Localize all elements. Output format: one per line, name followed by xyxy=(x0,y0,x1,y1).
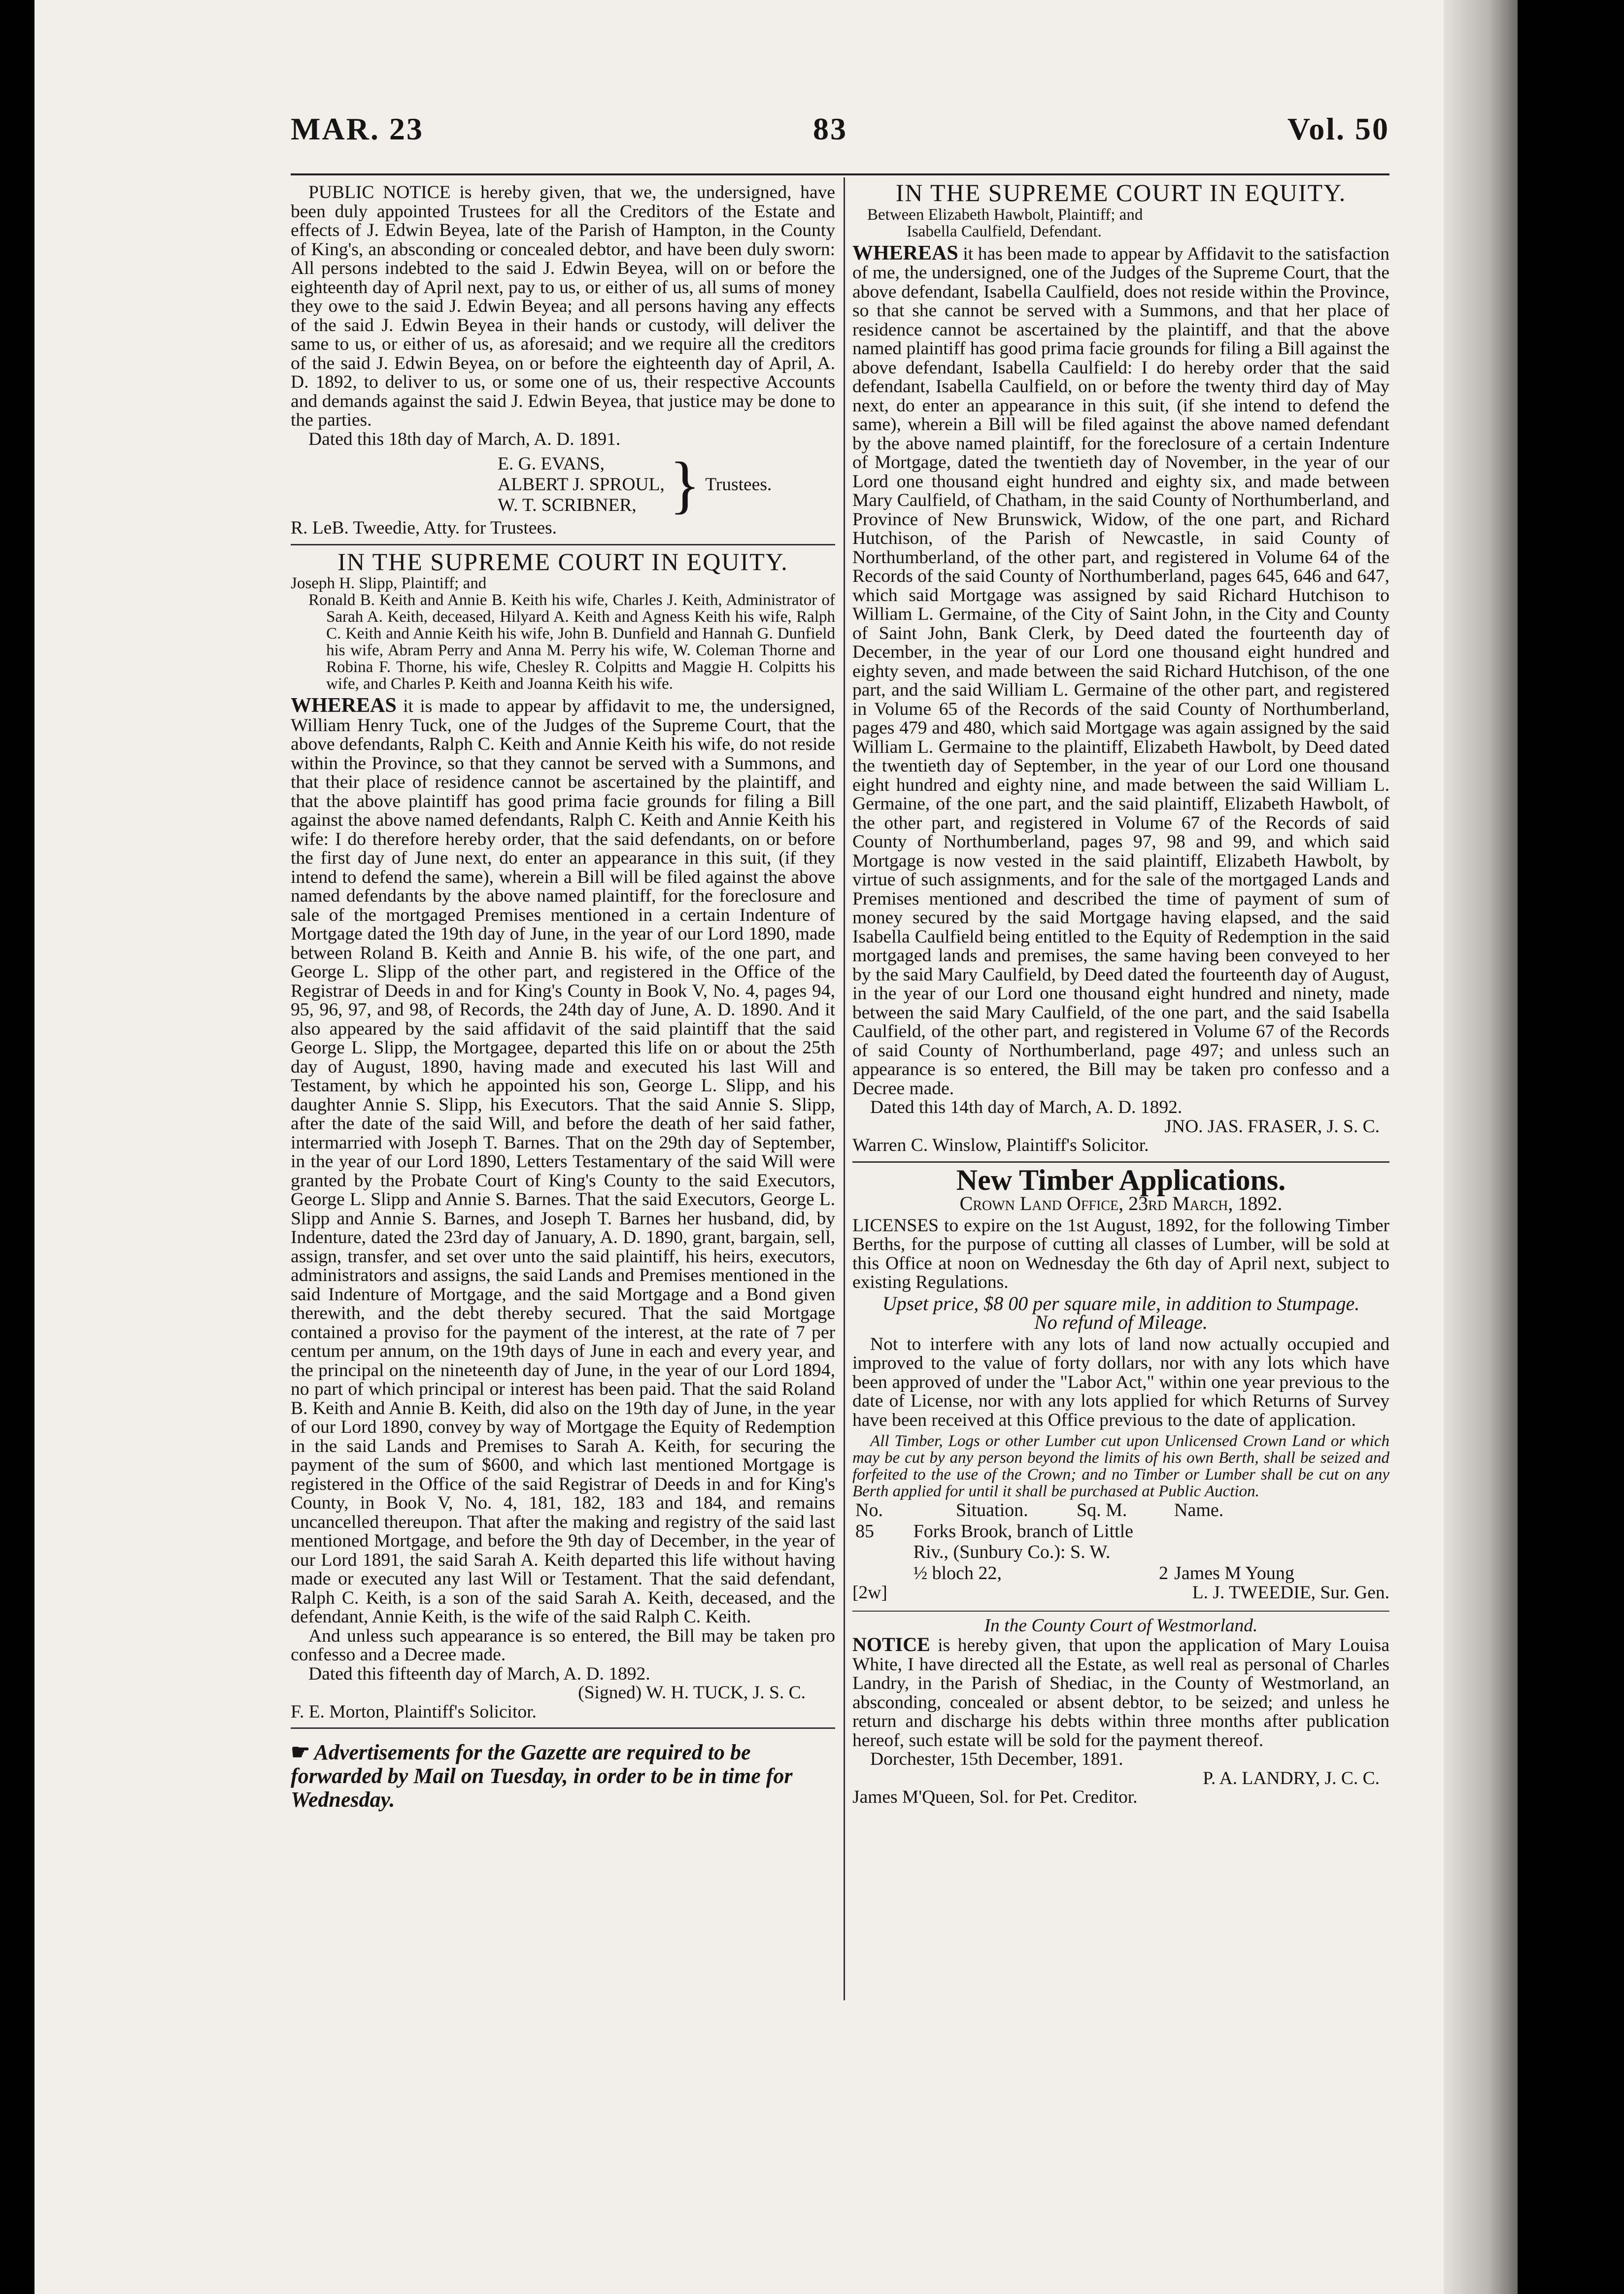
scan-border xyxy=(1518,0,1624,2294)
column-divider xyxy=(844,177,845,2000)
column-header: Situation. xyxy=(955,1500,1028,1520)
header-rule xyxy=(291,173,1389,175)
judge-signature: P. A. LANDRY, J. C. C. xyxy=(1203,1768,1380,1788)
trustees-notice xyxy=(291,183,835,538)
notice-dated: Dorchester, 15th December, 1891. xyxy=(870,1749,1123,1769)
page-number: 83 xyxy=(813,111,847,146)
notice-lead: PUBLIC NOTICE xyxy=(308,182,451,202)
slipp-keith-notice xyxy=(291,547,835,1722)
trustees-label: Trustees. xyxy=(705,474,772,495)
trustee-name: W. T. SCRIBNER, xyxy=(498,495,637,515)
section-divider xyxy=(852,1161,1389,1163)
insertions-mark: [2w] xyxy=(852,1583,887,1603)
all-timber-text: All Timber, Logs or other Lumber cut upon Unlicensed Crown Land or which may be cut by any person beyond the limits of his own Berth, shall be seized and forfeited to the use of the Crown; and no Timber or Lumber shall be cut on any Berth applied for until it shall be purchased at Public Auction. xyxy=(852,1432,1389,1500)
issue-date: MAR. 23 xyxy=(291,111,424,146)
notice-dated: Dated this fifteenth day of March, A. D. 1892. xyxy=(308,1663,650,1684)
timber-heading: New Timber Applications. xyxy=(956,1163,1286,1196)
solicitor-line: James M'Queen, Sol. for Pet. Creditor. xyxy=(852,1787,1138,1807)
solicitor-line: F. E. Morton, Plaintiff's Solicitor. xyxy=(291,1701,537,1722)
whereas-lead: WHEREAS xyxy=(852,241,958,265)
whereas-lead: WHEREAS xyxy=(291,694,397,717)
westmorland-notice xyxy=(852,1617,1389,1807)
trustee-name: ALBERT J. SPROUL, xyxy=(498,474,665,495)
judge-signature: JNO. JAS. FRASER, J. S. C. xyxy=(1164,1116,1380,1137)
applicant-name: James M Young xyxy=(1174,1562,1294,1584)
trustees-block xyxy=(498,449,835,520)
surveyor-signature: L. J. TWEEDIE, Sur. Gen. xyxy=(1192,1583,1389,1603)
timber-berths-table xyxy=(852,1500,1389,1584)
not-interfere-text: Not to interfere with any lots of land now actually occupied and improved to the value of forty dollars, nor with any lots which have been approved of under the "Labor Act," within one year previous to the date of License, nor with any lots applied for which Returns of Survey have been received at this Office previous to the date of application. xyxy=(852,1334,1389,1430)
table-header-row xyxy=(852,1500,1389,1521)
solicitor-line: Warren C. Winslow, Plaintiff's Solicitor. xyxy=(852,1135,1149,1155)
notice-body: is hereby given, that upon the application of Mary Louisa White, I have directed all the Estate, as well real as personal of Charles Landry, in the Parish of Shediac, in the County of Westmorland, an absconding, concealed or absent debtor, to be seized; and unless he return and discharge his debts within three months after publication hereof, such estate will be sold for the payment thereof. xyxy=(852,1635,1390,1751)
notice-lead: NOTICE xyxy=(852,1633,930,1655)
licenses-text: LICENSES to expire on the 1st August, 1892, for the following Timber Berths, for the purpose of cutting all classes of Lumber, will be sold at this Office at noon on Wednesday the 6th day of April next, subject to existing Regulations. xyxy=(852,1215,1389,1292)
no-refund: No refund of Mileage. xyxy=(1034,1311,1208,1333)
table-row xyxy=(852,1521,1389,1542)
county-court-heading: In the County Court of Westmorland. xyxy=(984,1615,1258,1636)
column-header: Sq. M. xyxy=(1076,1500,1127,1520)
crown-land-office-line: Crown Land Office, 23rd March, 1892. xyxy=(959,1192,1283,1214)
notice-closing: And unless such appearance is so entered, the Bill may be taken pro confesso and a Decree made. xyxy=(291,1625,835,1665)
left-column xyxy=(291,183,835,1812)
court-heading: IN THE SUPREME COURT IN EQUITY. xyxy=(895,179,1347,206)
attorney-line: R. LeB. Tweedie, Atty. for Trustees. xyxy=(291,518,557,538)
parties-line: Between Elizabeth Hawbolt, Plaintiff; and xyxy=(867,205,1143,224)
timber-applications xyxy=(852,1163,1389,1603)
court-heading: IN THE SUPREME COURT IN EQUITY. xyxy=(338,547,788,575)
defendants-line: Ronald B. Keith and Annie B. Keith his wife, Charles J. Keith, Administrator of Sarah A. Keith, deceased, Hilyard A. Keith and Agness Keith his wife, Ralph C. Keith and Annie Keith his wife, John B. Dunfield and Hannah G. Dunfield his wife, Abram Perry and Anna M. Perry his wife, W. Coleman Thorne and Robina F. Thorne, his wife, Chesley R. Colpitts and Maggie H. Colpitts his wife, and Charles P. Keith and Joanna Keith his wife. xyxy=(308,591,835,693)
table-row xyxy=(852,1563,1389,1584)
gazette-advert xyxy=(291,1741,835,1812)
judge-signature: (Signed) W. H. TUCK, J. S. C. xyxy=(578,1683,806,1703)
upset-price: Upset price, $8 00 per square mile, in addition to Stumpage. xyxy=(882,1292,1360,1315)
berth-square-miles: 2 xyxy=(1159,1562,1169,1584)
berth-situation: Forks Brook, branch of Little xyxy=(913,1520,1134,1542)
page-header xyxy=(291,111,1389,165)
advert-text: Advertisements for the Gazette are required to be forwarded by Mail on Tuesday, in order to be in time for Wednesday. xyxy=(291,1740,793,1812)
berth-number: 85 xyxy=(855,1520,874,1542)
pointing-hand-icon: ☛ xyxy=(291,1740,310,1764)
notice-body: is hereby given, that we, the undersigned, have been duly appointed Trustees for all the Creditors of the Estate and effects of J. Edwin Beyea, late of the Parish of Hampton, in the County of King's, an absconding or concealed debtor, and have been duly sworn: All persons indebted to the said J. Edwin Beyea, will on or before the eighteenth day of April next, pay to us, or either of us, all sums of money they owe to the said J. Edwin Beyea; and all persons having any effects of the said J. Edwin Beyea in their hands or custody, will deliver the same to us, or either of us, as aforesaid; and we require all the creditors of the said J. Edwin Beyea, on or before the eighteenth day of April, A. D. 1892, to deliver to us, or some one of us, their respective Accounts and demands against the said J. Edwin Beyea, that justice may be done to the parties. xyxy=(291,182,835,430)
column-header: Name. xyxy=(1174,1500,1224,1520)
trustee-name: E. G. EVANS, xyxy=(498,454,605,474)
page-edge-shadow xyxy=(1444,0,1518,2294)
volume-number: Vol. 50 xyxy=(1287,111,1389,146)
right-column xyxy=(852,179,1390,1807)
berth-situation: Riv., (Sunbury Co.): S. W. xyxy=(913,1542,1111,1562)
plaintiff-line: Joseph H. Slipp, Plaintiff; and xyxy=(291,574,487,592)
notice-dated: Dated this 18th day of March, A. D. 1891. xyxy=(308,429,621,449)
section-divider xyxy=(852,1611,1389,1612)
table-row xyxy=(852,1542,1389,1563)
section-divider xyxy=(291,544,835,545)
brace-glyph: } xyxy=(669,449,701,520)
parties-line: Isabella Caulfield, Defendant. xyxy=(907,222,1102,240)
column-header: No. xyxy=(855,1500,883,1520)
berth-situation: ½ bloch 22, xyxy=(913,1562,1002,1584)
notice-dated: Dated this 14th day of March, A. D. 1892. xyxy=(870,1097,1183,1117)
hawbolt-caulfield-notice xyxy=(852,179,1390,1155)
section-divider xyxy=(291,1727,835,1729)
notice-body: it is made to appear by affidavit to me, the undersigned, William Henry Tuck, one of the Judges of the Supreme Court, that the above defendants, Ralph C. Keith and Annie Keith his wife, do not reside within the Province, so that they cannot be served with a Summons, and that their place of residence cannot be ascertained by the plaintiff, and that the above plaintiff has good prima facie grounds for filing a Bill against the above named defendants, Ralph C. Keith and Annie Keith his wife: I do therefore hereby order, that the said defendants, on or before the first day of June next, do enter an appearance in this suit, (if they intend to defend the same), wherein a Bill will be filed against the above named defendants by the above named plaintiff, for the foreclosure and sale of the mortgaged Premises mentioned in a certain Indenture of Mortgage dated the 19th day of June, in the year of our Lord 1890, made between Roland B. Keith and Annie B. his wife, of the one part, and George L. Slipp of the other part, and registered in the Office of the Registrar of Deeds in and for King's County in Book V, No. 4, pages 94, 95, 96, 97, and 98, of Records, the 24th day of June, A. D. 1890. And it also appeared by the said affidavit of the said plaintiff that the said George L. Slipp, the Mortgagee, departed this life on or about the 25th day of August, 1890, having made and executed his last Will and Testament, by which he appointed his son, George L. Slipp, and his daughter Annie S. Slipp, his Executors. That the said Annie S. Slipp, after the date of the said Will, and before the death of her said father, intermarried with Joseph T. Barnes. That on the 29th day of September, in the year of our Lord 1890, Letters Testamentary of the said Will were granted by the Probate Court of King's County to the said Executors, George L. Slipp and Annie S. Barnes. That the said Executors, George L. Slipp and Annie S. Barnes, and Joseph T. Barnes her husband, did, by Indenture, dated the 23rd day of January, A. D. 1890, grant, bargain, sell, assign, transfer, and set over unto the said plaintiff, his heirs, executors, administrators and assigns, the said Lands and Premises mentioned in the said Indenture of Mortgage, and the said Mortgage and a Bond given therewith, and the debt thereby secured. That the said Mortgage contained a proviso for the payment of the interest, at the rate of 7 per centum per annum, on the 19th days of June in each and every year, and the principal on the nineteenth day of June, in the year of our Lord 1894, no part of which principal or interest has been paid. That the said Roland B. Keith and Annie B. Keith, did also on the 19th day of June, in the year of our Lord 1890, convey by way of Mortgage the Equity of Redemption in the said Lands and Premises to Sarah A. Keith, for securing the payment of the sum of $600, and which last mentioned Mortgage is registered in the Office of the said Registrar of Deeds in and for King's County, in Book V, No. 4, 181, 182, 183 and 184, and remains uncancelled thereupon. That after the making and registry of the said last mentioned Mortgage, and before the 9th day of December, in the year of our Lord 1891, the said Sarah A. Keith departed this life without having made or executed any last Will or Testament. That the said defendant, Ralph C. Keith, is a son of the said Sarah A. Keith, deceased, and the defendant, Annie Keith, is the wife of the said Ralph C. Keith. xyxy=(291,696,835,1627)
notice-body: it has been made to appear by Affidavit to the satisfaction of me, the undersigned, one of the Judges of the Supreme Court, that the above defendant, Isabella Caulfield, does not reside within the Province, so that she cannot be served with a Summons, and that her place of residence cannot be ascertained by the plaintiff, and that the above named plaintiff has good prima facie grounds for filing a Bill against the above defendant, Isabella Caulfield: I do hereby order that the said defendant, Isabella Caulfield, on or before the twenty third day of May next, do enter an appearance in this suit, (if she intend to defend the same), wherein a Bill will be filed against the above named defendant by the above named plaintiff, for the foreclosure of a certain Indenture of Mortgage, dated the twentieth day of November, in the year of our Lord one thousand eight hundred and eighty six, and made between Mary Caulfield, of Chatham, in the said County of Northumberland, and Province of New Brunswick, Widow, of the one part, and Richard Hutchison, of the Parish of Newcastle, in said County of Northumberland, of the other part, and registered in Volume 64 of the Records of the said County of Northumberland, pages 645, 646 and 647, which said Mortgage was assigned by said Richard Hutchison to William L. Germaine, of the City of Saint John, in the City and County of Saint John, Bank Clerk, by Deed dated the fourteenth day of December, in the year of our Lord one thousand eight hundred and eighty seven, and made between the said Richard Hutchison, of the one part, and the said William L. Germaine of the other part, and registered in Volume 65 of the Records of the said County of Northumberland, pages 479 and 480, which said Mortgage was again assigned by the said William L. Germaine to the plaintiff, Elizabeth Hawbolt, by Deed dated the twentieth day of September, in the year of our Lord one thousand eight hundred and eighty nine, and made between the said William L. Germaine, of the one part, and the said plaintiff, Elizabeth Hawbolt, of the other part, and registered in Volume 67 of the Records of said County of Northumberland, pages 97, 98 and 99, and which said Mortgage is now vested in the said plaintiff, Elizabeth Hawbolt, by virtue of such assignments, and for the sale of the mortgaged Lands and Premises mentioned and described the time of payment of sum of money secured by the said Mortgage having elapsed, and the said Isabella Caulfield being entitled to the Equity of Redemption in the said mortgaged lands and premises, the same having been conveyed to her by the said Mary Caulfield, by Deed dated the fourteenth day of August, in the year of our Lord one thousand eight hundred and ninety, made between the said Mary Caulfield, of the one part, and the said Isabella Caulfield, of the other part, and registered in Volume 67 of the Records of said County of Northumberland, page 497; and unless such an appearance is so entered, the Bill may be taken pro confesso and a Decree made. xyxy=(852,243,1390,1099)
